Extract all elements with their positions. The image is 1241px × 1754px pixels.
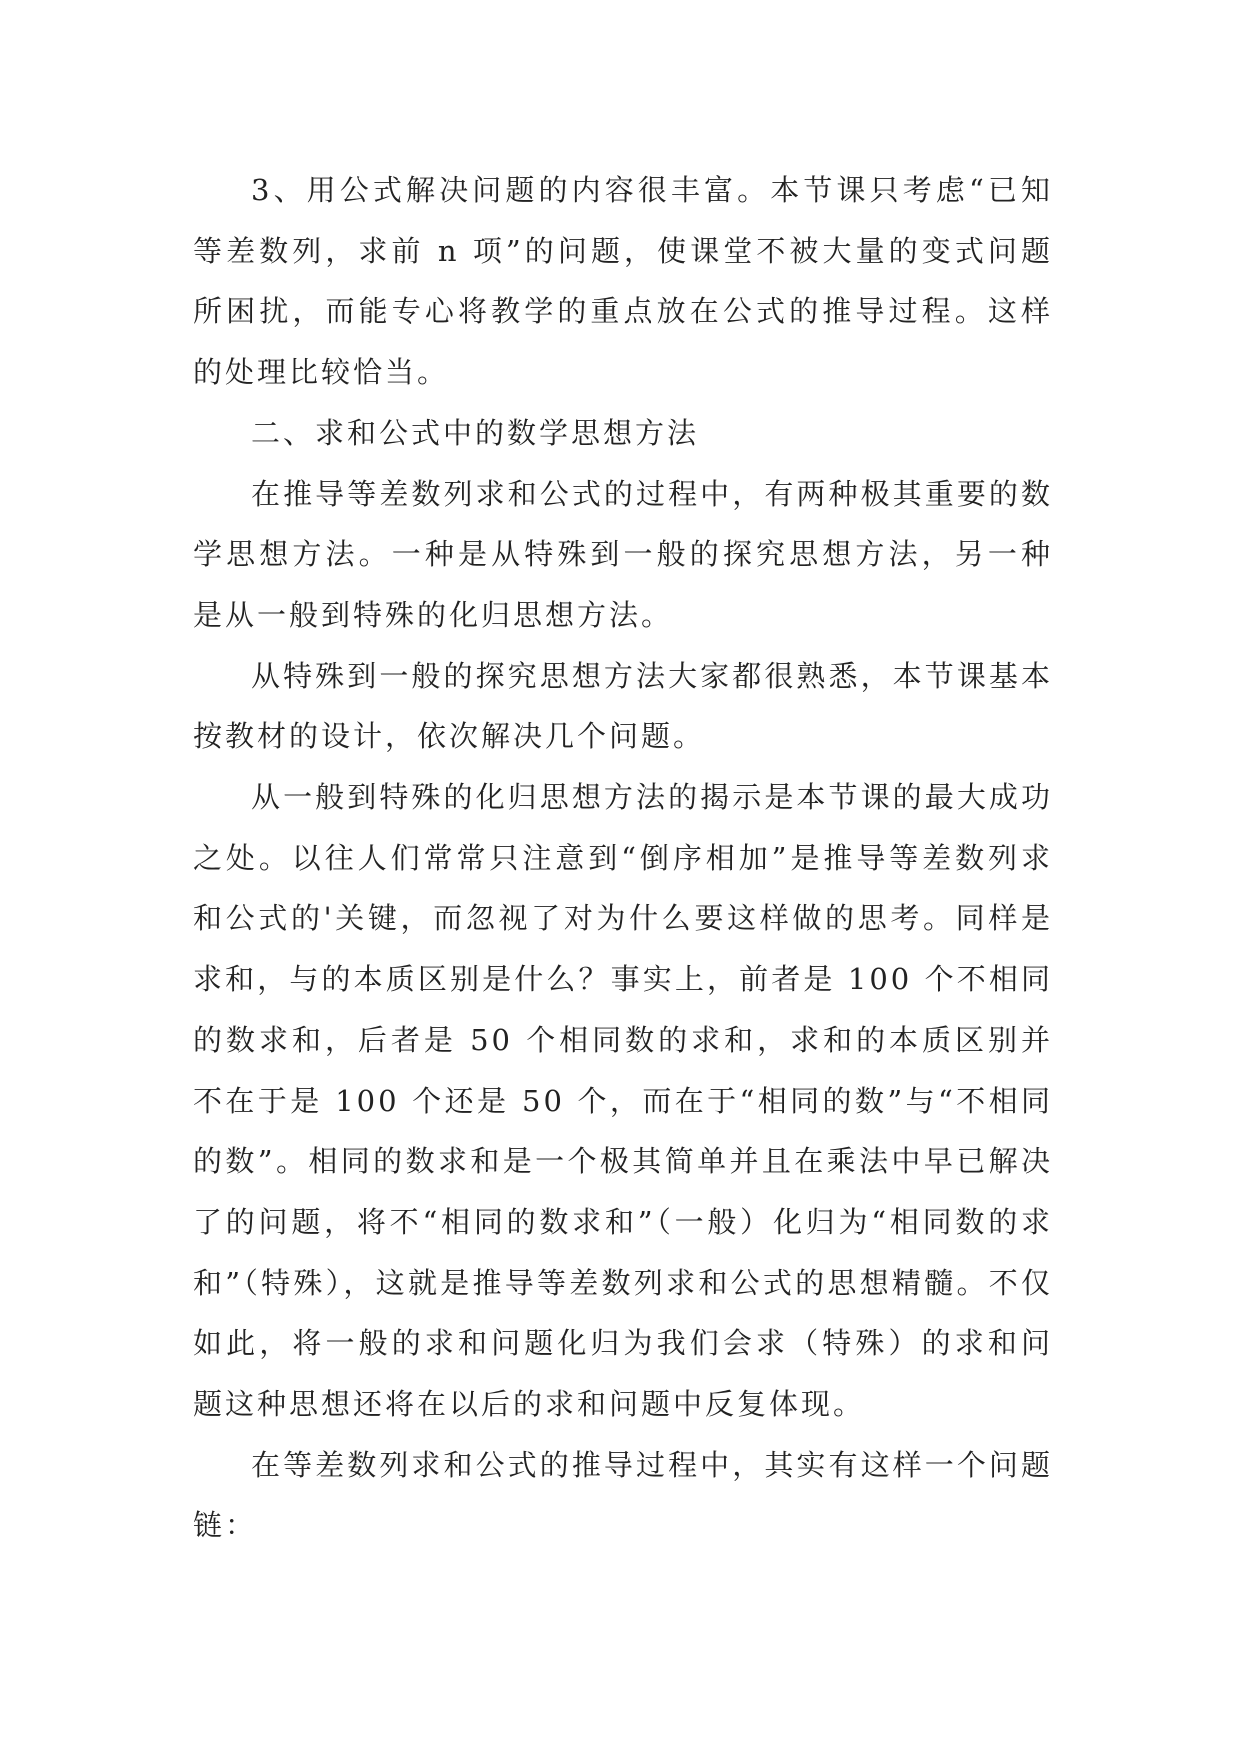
paragraph-general-to-special: 从一般到特殊的化归思想方法的揭示是本节课的最大成功之处。以往人们常常只注意到“倒序相加”是推导等差数列求和公式的'关键，而忽视了对为什么要这样做的思考。同样是求和，与的本质区别是什么？事实上，前者是 100 个不相同的数求和，后者是 50 个相同数的求和，求和的本质区别并不在于是 100 个还是 50 个，而在于“相同的数”与“不相同的数”。相同的数求和是一个极其简单并且在乘法中早已解决了的问题，将不“相同的数求和”（一般）化归为“相同数的求和”（特殊），这就是推导等差数列求和公式的思想精髓。不仅如此，将一般的求和问题化归为我们会求（特殊）的求和问题这种思想还将在以后的求和问题中反复体现。: [193, 780, 1053, 1422]
paragraph-problem-chain: 在等差数列求和公式的推导过程中，其实有这样一个问题链：: [193, 1447, 1053, 1543]
paragraph-formula-scope: 3、用公式解决问题的内容很丰富。本节课只考虑“已知等差数列，求前 n 项”的问题，使课堂不被大量的变式问题所困扰，而能专心将教学的重点放在公式的推导过程。这样的处理比较恰当。: [193, 173, 1053, 390]
document-body: [193, 160, 1053, 1556]
paragraph-two-methods: 在推导等差数列求和公式的过程中，有两种极其重要的数学思想方法。一种是从特殊到一般的探究思想方法，另一种是从一般到特殊的化归思想方法。: [193, 476, 1053, 632]
section-heading-thinking-methods: 二、求和公式中的数学思想方法: [251, 415, 700, 450]
paragraph-special-to-general: 从特殊到一般的探究思想方法大家都很熟悉，本节课基本按教材的设计，依次解决几个问题。: [193, 658, 1053, 754]
